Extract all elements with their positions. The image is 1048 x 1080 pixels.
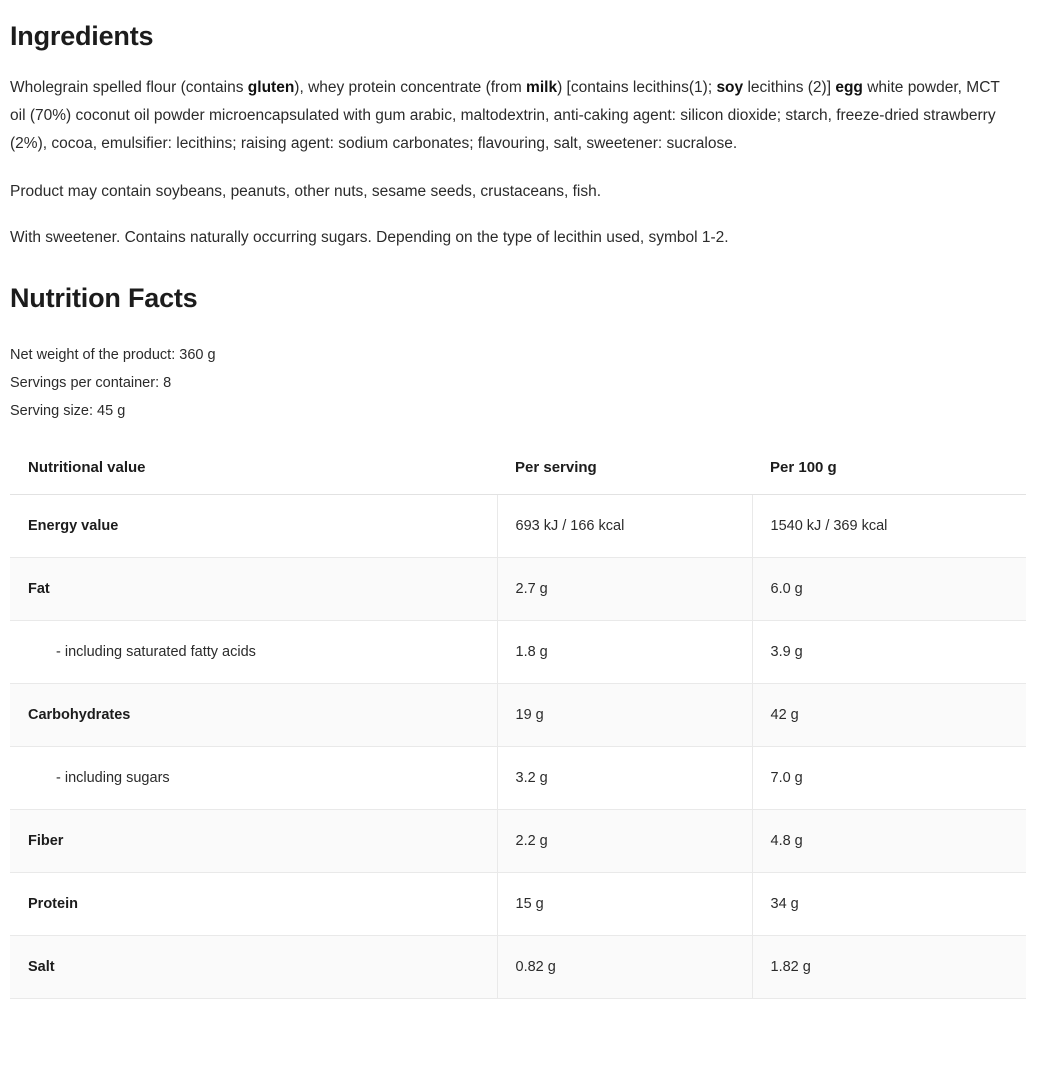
table-row: [10, 620, 1026, 683]
nutrient-label: Carbohydrates: [10, 683, 497, 746]
ingredient-text: ) [contains lecithins(1);: [557, 79, 717, 97]
serving-size-line: Serving size: 45 g: [10, 402, 126, 419]
table-row: [10, 935, 1026, 998]
nutrient-label: Salt: [10, 935, 497, 998]
nutrient-label: - including saturated fatty acids: [10, 620, 497, 683]
allergen-highlight: soy: [716, 79, 744, 97]
nutrient-per-serving: 0.82 g: [497, 935, 752, 998]
column-header-per-serving: Per serving: [497, 447, 752, 495]
column-header-nutritional-value: Nutritional value: [10, 447, 497, 495]
nutrient-per-100g: 1540 kJ / 369 kcal: [752, 494, 1026, 557]
ingredients-heading: Ingredients: [10, 21, 154, 51]
nutrient-label: Fiber: [10, 809, 497, 872]
ingredient-text: white powder, MCT oil (70%) coconut oil powder microencapsulated with gum arabic, maltodextrin, anti-caking agent: silicon dioxide; starch, freeze-dried strawberry (2%), cocoa, emulsifier: lecithins; raising agent: sodium carbonates; flavouring, salt, sweetener: sucralose.: [10, 79, 1000, 153]
nutrient-per-100g: 34 g: [752, 872, 1026, 935]
ingredients-paragraph: [10, 74, 1005, 158]
table-row: [10, 494, 1026, 557]
nutrient-per-serving: 19 g: [497, 683, 752, 746]
nutrient-label: Fat: [10, 557, 497, 620]
sweetener-note: With sweetener. Contains naturally occurring sugars. Depending on the type of lecithin used, symbol 1-2.: [10, 229, 729, 247]
nutrient-per-serving: 15 g: [497, 872, 752, 935]
nutrient-per-serving: 3.2 g: [497, 746, 752, 809]
table-row: [10, 809, 1026, 872]
serving-meta: [10, 341, 1026, 425]
nutrient-label: Protein: [10, 872, 497, 935]
table-row: [10, 683, 1026, 746]
allergen-highlight: gluten: [247, 79, 295, 97]
allergen-highlight: milk: [526, 79, 558, 97]
nutrient-per-100g: 6.0 g: [752, 557, 1026, 620]
nutrient-per-serving: 1.8 g: [497, 620, 752, 683]
nutrient-per-100g: 42 g: [752, 683, 1026, 746]
table-header-row: [10, 447, 1026, 495]
nutrient-per-serving: 2.2 g: [497, 809, 752, 872]
nutrient-per-100g: 1.82 g: [752, 935, 1026, 998]
nutrient-label: - including sugars: [10, 746, 497, 809]
nutrition-table: [10, 447, 1026, 999]
table-row: [10, 872, 1026, 935]
nutrient-per-serving: 2.7 g: [497, 557, 752, 620]
table-row: [10, 557, 1026, 620]
allergen-note: Product may contain soybeans, peanuts, other nuts, sesame seeds, crustaceans, fish.: [10, 183, 602, 201]
nutrient-per-100g: 4.8 g: [752, 809, 1026, 872]
ingredient-text: Wholegrain spelled flour (contains: [10, 79, 248, 97]
nutrient-per-serving: 693 kJ / 166 kcal: [497, 494, 752, 557]
nutrient-per-100g: 7.0 g: [752, 746, 1026, 809]
nutrient-label: Energy value: [10, 494, 497, 557]
column-header-per-100g: Per 100 g: [752, 447, 1026, 495]
allergen-highlight: egg: [835, 79, 863, 97]
servings-per-container-line: Servings per container: 8: [10, 374, 172, 391]
nutrition-facts-heading: Nutrition Facts: [10, 283, 198, 314]
nutrient-per-100g: 3.9 g: [752, 620, 1026, 683]
ingredient-text: ), whey protein concentrate (from: [294, 79, 527, 97]
table-row: [10, 746, 1026, 809]
ingredient-text: lecithins (2)]: [743, 79, 836, 97]
net-weight-line: Net weight of the product: 360 g: [10, 346, 216, 363]
